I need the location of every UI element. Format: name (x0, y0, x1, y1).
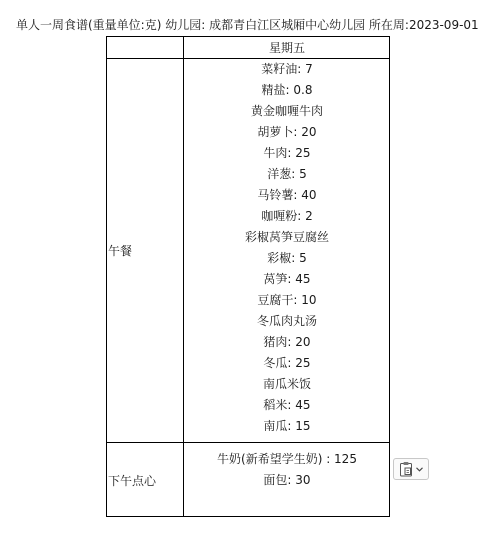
food-item: 洋葱: 5 (267, 167, 307, 181)
food-item: 冬瓜: 25 (263, 356, 311, 370)
food-item: 牛奶(新希望学生奶) : 125 (217, 452, 357, 466)
food-item: 菜籽油: 7 (261, 62, 313, 76)
food-item: 彩椒莴笋豆腐丝 (244, 230, 329, 244)
meal-label-lunch: 午餐 (108, 244, 133, 258)
food-item: 黄金咖喱牛肉 (250, 104, 323, 118)
food-item: 面包: 30 (263, 473, 311, 487)
food-item: 胡萝卜: 20 (257, 125, 317, 139)
food-item: 南瓜: 15 (263, 419, 311, 433)
food-item: 冬瓜肉丸汤 (256, 314, 317, 328)
food-item: 豆腐干: 10 (257, 293, 317, 307)
food-item: 猪肉: 20 (263, 335, 311, 349)
food-item: 彩椒: 5 (267, 251, 307, 265)
clipboard-icon (399, 461, 413, 477)
meal-label-afternoon-snack: 下午点心 (108, 473, 157, 488)
food-item: 牛肉: 25 (263, 146, 311, 160)
food-item: 马铃薯: 40 (257, 188, 317, 202)
food-item: 咖喱粉: 2 (261, 209, 313, 223)
lunch-items (184, 59, 390, 442)
page-title: 单人一周食谱(重量单位:克) 幼儿园: 成都青白江区城厢中心幼儿园 所在周:2023-09-01 (16, 18, 479, 32)
chevron-down-icon (416, 467, 423, 472)
food-item: 稻米: 45 (263, 398, 311, 412)
food-item: 南瓜米饭 (262, 377, 311, 391)
afternoon-snack-items (184, 443, 390, 517)
menu-table (106, 36, 390, 517)
day-header: 星期五 (268, 41, 305, 55)
food-item: 精盐: 0.8 (261, 83, 313, 97)
food-item: 莴笋: 45 (263, 272, 311, 286)
paste-options-button[interactable] (393, 458, 429, 480)
